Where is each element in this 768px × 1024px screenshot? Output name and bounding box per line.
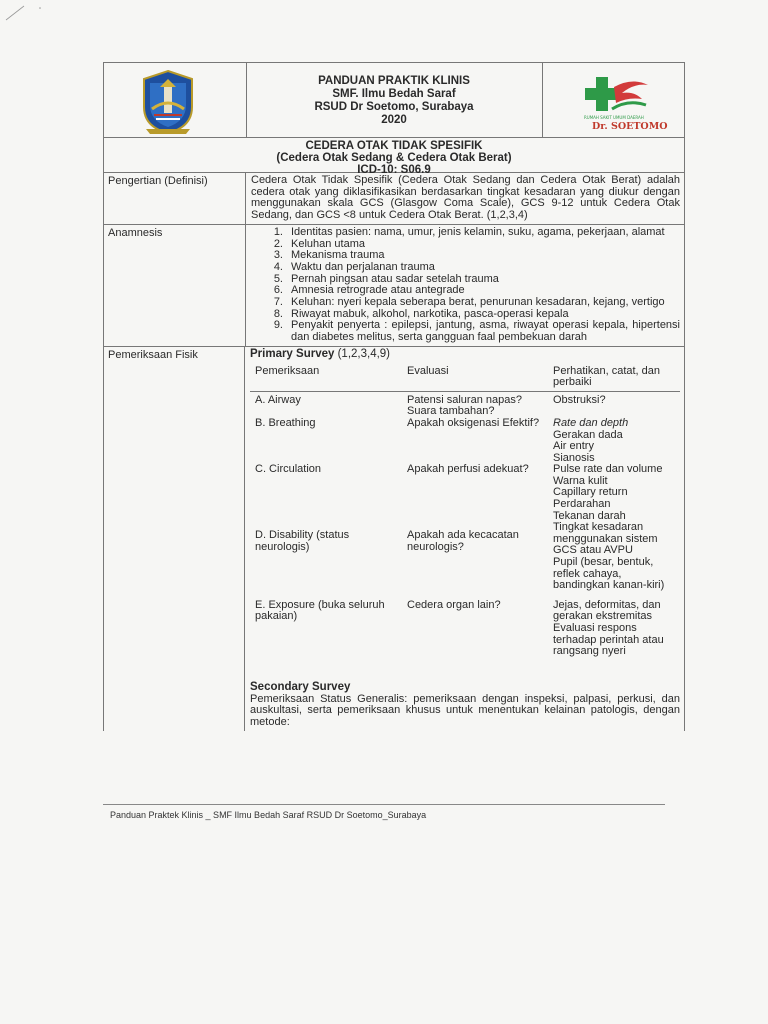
page-footer: Panduan Praktek Klinis _ SMF Ilmu Bedah Saraf RSUD Dr Soetomo_Surabaya: [110, 810, 427, 820]
anamnesis-list: [246, 225, 684, 346]
pemeriksaan-content: [245, 347, 684, 731]
list-item: 8. Riwayat mabuk, alkohol, narkotika, pasca-operasi kepala: [273, 307, 569, 320]
header-line-4: 2020: [381, 114, 407, 126]
list-item: 9. Penyakit penyerta : epilepsi, jantung, asma, riwayat operasi kepala, hipertensi dan diabetes melitus, serta gangguan faal pembekuan darah: [273, 319, 680, 344]
table-row: E. Exposure (buka seluruh pakaian) Cedera organ lain? Jejas, deformitas, dan gerakan ekstremitas Evaluasi respons terhadap perintah atau rangsang nyeri: [255, 598, 664, 658]
logo-small-text: RUMAH SAKIT UMUM DAERAH: [584, 115, 644, 120]
row-pemeriksaan-fisik: [104, 347, 684, 731]
pengertian-text: Cedera Otak Tidak Spesifik (Cedera Otak Sedang dan Cedera Otak Berat) adalah cedera otak yang diklasifikasikan berdasarkan tingkat kesadaran yang diukur dengan menggunakan skala GCS (Glasgow Coma Scale), GCS 9-12 untuk Cedera Otak Sedang, dan GCS <8 untuk Cedera Otak Berat. (1,2,3,4): [251, 174, 680, 222]
primary-survey-table: [250, 361, 680, 658]
table-row: D. Disability (status neurologis) Apakah ada kecacatan neurologis? Tingkat kesadaran menggunakan sistem GCS atau AVPU Pupil (besar, bentuk, reflek cahaya, bandingkan kanan-kiri): [255, 521, 665, 592]
list-item: 1. Identitas pasien: nama, umur, jenis kelamin, suku, agama, pekerjaan, alamat: [273, 225, 665, 238]
clinical-guideline-table: [103, 62, 685, 731]
table-row: A. Airway Patensi saluran napas? Suara tambahan? Obstruksi?: [255, 393, 606, 418]
row-anamnesis: [104, 225, 684, 347]
list-item: 2. Keluhan utama: [273, 237, 365, 250]
table-row: C. Circulation Apakah perfusi adekuat? Pulse rate dan volume Warna kulit Capillary return Perdarahan Tekanan darah: [255, 463, 663, 522]
list-item: 7. Keluhan: nyeri kepala seberapa berat, penurunan kesadaran, kejang, vertigo: [273, 296, 665, 309]
pemeriksaan-label: Pemeriksaan Fisik: [104, 347, 245, 731]
header-line-2: SMF. Ilmu Bedah Saraf: [332, 88, 456, 100]
logo-name-text: Dr. SOETOMO: [592, 121, 668, 132]
table-header-row: Pemeriksaan Evaluasi Perhatikan, catat, dan perbaiki: [250, 361, 680, 392]
title-line-2: (Cedera Otak Sedang & Cedera Otak Berat): [276, 152, 512, 164]
header-divider-right: [542, 63, 543, 137]
document-header: [104, 63, 684, 138]
list-item: 4. Waktu dan perjalanan trauma: [273, 260, 435, 273]
scan-mark-icon: [4, 2, 44, 24]
list-item: 3. Mekanisma trauma: [273, 249, 385, 262]
primary-survey-refs: (1,2,3,4,9): [337, 347, 391, 360]
header-line-3: RSUD Dr Soetomo, Surabaya: [314, 101, 474, 113]
secondary-survey-text: Pemeriksaan Status Generalis: pemeriksaan dengan inspeksi, palpasi, perkusi, dan auskultasi, serta pemeriksaan khusus untuk menentukan kelainan patologis, dengan metode:: [250, 692, 680, 728]
pengertian-label: Pengertian (Definisi): [104, 173, 246, 224]
anamnesis-label: Anamnesis: [104, 225, 246, 346]
soetomo-hospital-logo-icon: [582, 69, 668, 132]
header-titles: [254, 75, 534, 127]
title-line-1: CEDERA OTAK TIDAK SPESIFIK: [305, 140, 483, 152]
table-row: B. Breathing Apakah oksigenasi Efektif? Rate dan depth Gerakan dada Air entry Sianosis: [255, 416, 629, 464]
footer-divider: [103, 804, 665, 805]
row-pengertian: [104, 173, 684, 225]
header-line-1: PANDUAN PRAKTIK KLINIS: [318, 75, 470, 87]
document-title: [104, 138, 684, 176]
primary-survey-title: Primary Survey (1,2,3,4,9): [250, 347, 391, 360]
list-item: 5. Pernah pingsan atau sadar setelah trauma: [273, 272, 499, 285]
title-line-3: ICD-10: S06.9: [357, 164, 431, 176]
list-item: 6. Amnesia retrograde atau antegrade: [273, 284, 465, 297]
header-divider-left: [246, 63, 247, 137]
east-java-emblem-icon: [140, 69, 196, 135]
secondary-survey-title: Secondary Survey: [250, 680, 351, 693]
